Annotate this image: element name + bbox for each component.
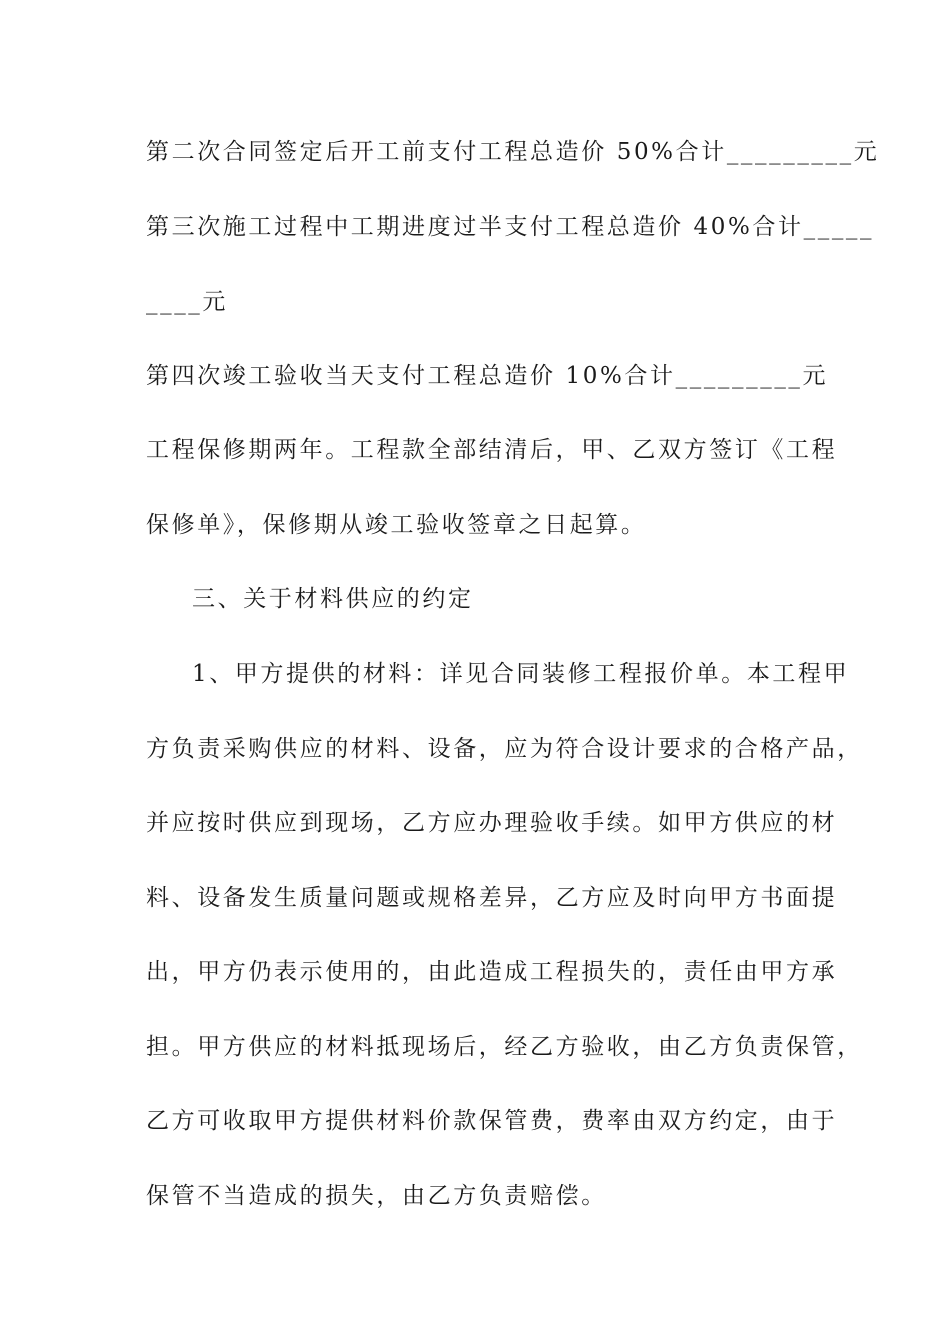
payment-second-line: 第二次合同签定后开工前支付工程总造价 50%合计_________元 <box>146 139 880 165</box>
materials-paragraph-line-6: 担。甲方供应的材料抵现场后，经乙方验收，由乙方负责保管， <box>146 1034 863 1060</box>
warranty-paragraph-line-1: 工程保修期两年。工程款全部结清后，甲、乙双方签订《工程 <box>146 437 838 463</box>
materials-paragraph-line-5: 出，甲方仍表示使用的，由此造成工程损失的，责任由甲方承 <box>146 959 838 985</box>
payment-fourth-line: 第四次竣工验收当天支付工程总造价 10%合计_________元 <box>146 363 829 389</box>
materials-paragraph-line-7: 乙方可收取甲方提供材料价款保管费，费率由双方约定，由于 <box>146 1108 838 1134</box>
section-heading-materials: 三、关于材料供应的约定 <box>192 586 474 612</box>
payment-third-line: 第三次施工过程中工期进度过半支付工程总造价 40%合计_____ <box>146 214 875 240</box>
materials-paragraph-line-8: 保管不当造成的损失，由乙方负责赔偿。 <box>146 1183 607 1209</box>
materials-paragraph-line-1: 1、甲方提供的材料：详见合同装修工程报价单。本工程甲 <box>192 661 850 687</box>
materials-paragraph-line-4: 料、设备发生质量问题或规格差异，乙方应及时向甲方书面提 <box>146 885 838 911</box>
materials-paragraph-line-3: 并应按时供应到现场，乙方应办理验收手续。如甲方供应的材 <box>146 810 838 836</box>
materials-paragraph-line-2: 方负责采购供应的材料、设备，应为符合设计要求的合格产品， <box>146 736 863 762</box>
warranty-paragraph-line-2: 保修单》，保修期从竣工验收签章之日起算。 <box>146 512 647 538</box>
payment-third-line-continued: ____元 <box>146 289 228 315</box>
